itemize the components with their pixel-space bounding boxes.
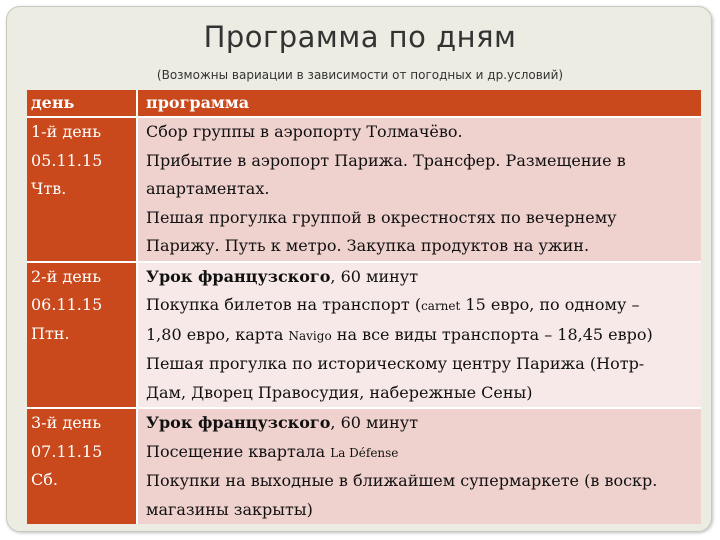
program-line [146,321,701,351]
slide-subtitle: (Возможны вариации в зависимости от погодных и др.условий) [156,68,564,82]
program-line [146,438,701,468]
program-line: Прибытие в аэропорт Парижа. Трансфер. Размещение в [146,150,626,170]
program-line: Покупки на выходные в ближайшем супермаркете (в воскр. [146,471,658,490]
program-line: Парижу. Путь к метро. Закупка продуктов на ужин. [146,236,590,255]
program-text: 1,80 евро, карта [146,324,289,344]
program-table [27,90,701,524]
day-number: 2-й день [31,266,102,286]
day-weekday: Сб. [31,470,58,489]
day-date: 05.11.15 [31,150,103,170]
program-text: на все виды транспорта – 18,45 евро) [331,324,653,344]
program-line: Пешая прогулка по историческому центру Парижа (Нотр- [146,354,645,373]
program-cell [137,262,701,409]
lesson-duration: , 60 минут [330,413,419,432]
program-line [146,291,701,321]
lesson-duration: , 60 минут [330,266,419,286]
program-term: La Défense [330,445,399,460]
program-line: магазины закрыты) [146,499,313,519]
day-weekday: Птн. [31,323,70,343]
program-line: Пешая прогулка группой в окрестностях по вечернему [146,207,617,227]
day-date: 07.11.15 [31,441,103,461]
program-term: carnet [421,299,461,313]
day-cell [27,262,137,409]
table-row [27,262,701,409]
lesson-title: Урок французского [146,266,331,286]
program-line: Сбор группы в аэропорту Толмачёво. [146,122,463,141]
day-cell [27,408,137,524]
program-text: Покупка билетов на транспорт ( [146,295,422,314]
program-cell [137,117,701,262]
day-number: 3-й день [31,413,102,432]
program-line [146,409,701,438]
table-row [27,408,701,524]
program-line: апартаментах. [146,179,270,198]
program-term: Navigo [288,328,332,343]
day-number: 1-й день [31,122,102,141]
program-text: Посещение квартала [146,441,331,461]
program-text: 15 евро, по одному – [460,295,640,314]
table-row [27,117,701,262]
header-day: день [27,90,137,117]
lesson-title: Урок французского [146,413,331,432]
program-cell [137,408,701,524]
program-line [146,263,701,292]
day-weekday: Чтв. [31,179,67,198]
table-header-row [27,90,701,117]
day-cell [27,117,137,262]
day-date: 06.11.15 [31,295,103,314]
program-line: Дам, Дворец Правосудия, набережные Сены) [146,382,533,402]
slide-title: Программа по дням [203,20,517,54]
header-program: программа [137,90,701,117]
